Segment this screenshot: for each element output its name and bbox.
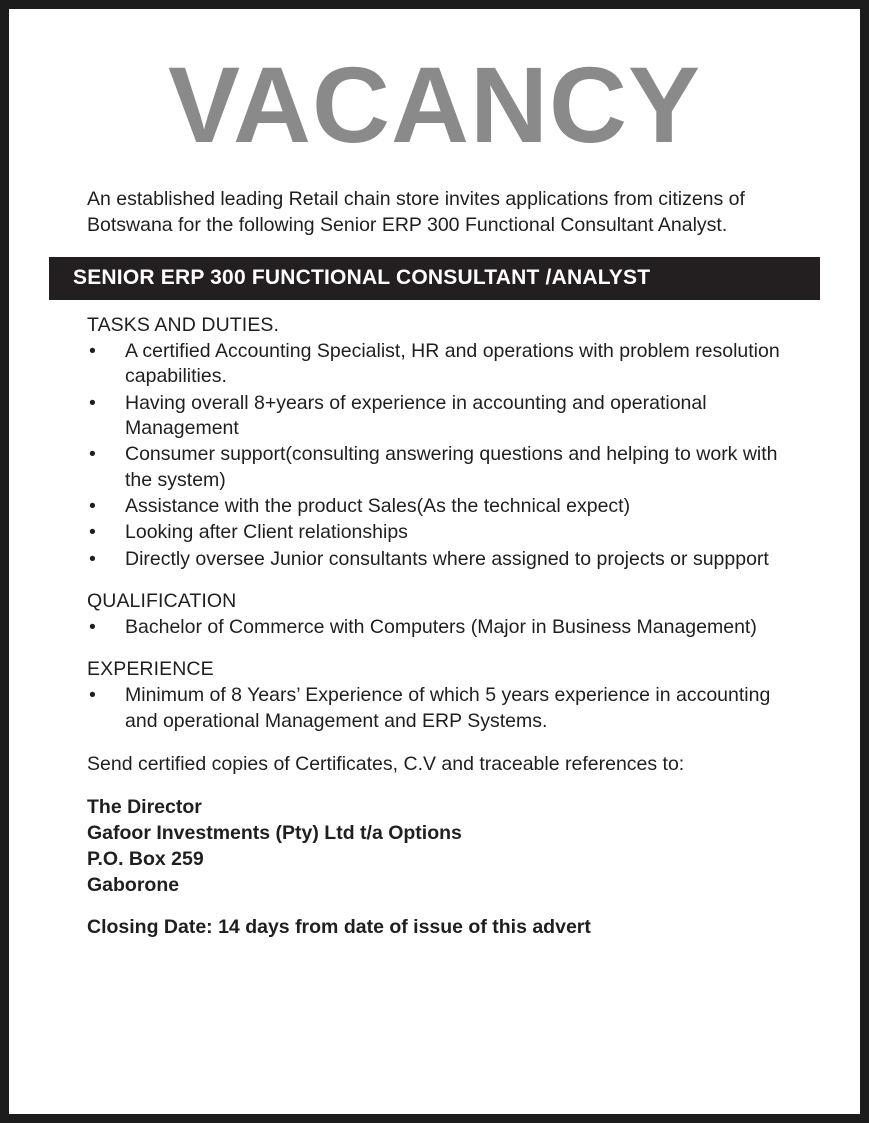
address-line-city: Gaborone bbox=[87, 873, 180, 896]
bullet-icon: • bbox=[89, 391, 96, 414]
list-item bbox=[87, 520, 782, 545]
spacer bbox=[87, 735, 782, 752]
address-line-pobox: P.O. Box 259 bbox=[87, 847, 204, 870]
poster-body bbox=[49, 314, 820, 939]
spacer bbox=[87, 899, 782, 916]
spacer bbox=[87, 573, 782, 590]
bullet-icon: • bbox=[89, 443, 96, 466]
list-item-text: A certified Accounting Specialist, HR and operations with problem resolution capabilities. bbox=[125, 339, 780, 388]
bullet-icon: • bbox=[89, 684, 96, 707]
spacer bbox=[87, 641, 782, 658]
poster-sheet bbox=[9, 9, 860, 1114]
spacer bbox=[87, 778, 782, 795]
list-item-text: Having overall 8+years of experience in accounting and operational Management bbox=[125, 391, 707, 439]
tasks-heading: TASKS AND DUTIES. bbox=[87, 313, 280, 336]
bullet-icon: • bbox=[89, 521, 96, 544]
list-item bbox=[87, 494, 782, 519]
list-item bbox=[87, 683, 782, 734]
address-line-company: Gafoor Investments (Pty) Ltd t/a Options bbox=[87, 821, 462, 844]
address-line-director: The Director bbox=[87, 795, 202, 818]
list-item bbox=[87, 442, 782, 493]
list-item bbox=[87, 547, 782, 572]
bullet-icon: • bbox=[89, 494, 96, 517]
closing-date: Closing Date: 14 days from date of issue of this advert bbox=[87, 915, 591, 938]
page-title: VACANCY bbox=[167, 44, 702, 165]
list-item bbox=[87, 615, 782, 640]
position-banner: SENIOR ERP 300 FUNCTIONAL CONSULTANT /ANALYST bbox=[49, 257, 820, 300]
intro-paragraph: An established leading Retail chain store invites applications from citizens of Botswana for the following Senior ERP 300 Functional Consultant Analyst. bbox=[87, 188, 745, 236]
list-item-text: Bachelor of Commerce with Computers (Major in Business Management) bbox=[125, 615, 757, 638]
send-instruction: Send certified copies of Certificates, C.V and traceable references to: bbox=[87, 752, 685, 775]
qualification-heading: QUALIFICATION bbox=[87, 589, 237, 612]
tasks-list bbox=[87, 339, 782, 572]
bullet-icon: • bbox=[89, 339, 96, 362]
experience-list bbox=[87, 683, 782, 734]
list-item-text: Directly oversee Junior consultants where assigned to projects or suppport bbox=[125, 547, 769, 570]
list-item-text: Consumer support(consulting answering questions and helping to work with the system) bbox=[125, 443, 778, 491]
list-item bbox=[87, 391, 782, 442]
bullet-icon: • bbox=[89, 615, 96, 638]
qualification-list bbox=[87, 615, 782, 640]
list-item-text: Minimum of 8 Years’ Experience of which 5 years experience in accounting and operational Management and ERP Systems. bbox=[125, 684, 771, 732]
list-item-text: Assistance with the product Sales(As the technical expect) bbox=[125, 494, 631, 517]
experience-heading: EXPERIENCE bbox=[87, 658, 214, 681]
bullet-icon: • bbox=[89, 547, 96, 570]
list-item bbox=[87, 339, 782, 390]
list-item-text: Looking after Client relationships bbox=[125, 521, 408, 544]
